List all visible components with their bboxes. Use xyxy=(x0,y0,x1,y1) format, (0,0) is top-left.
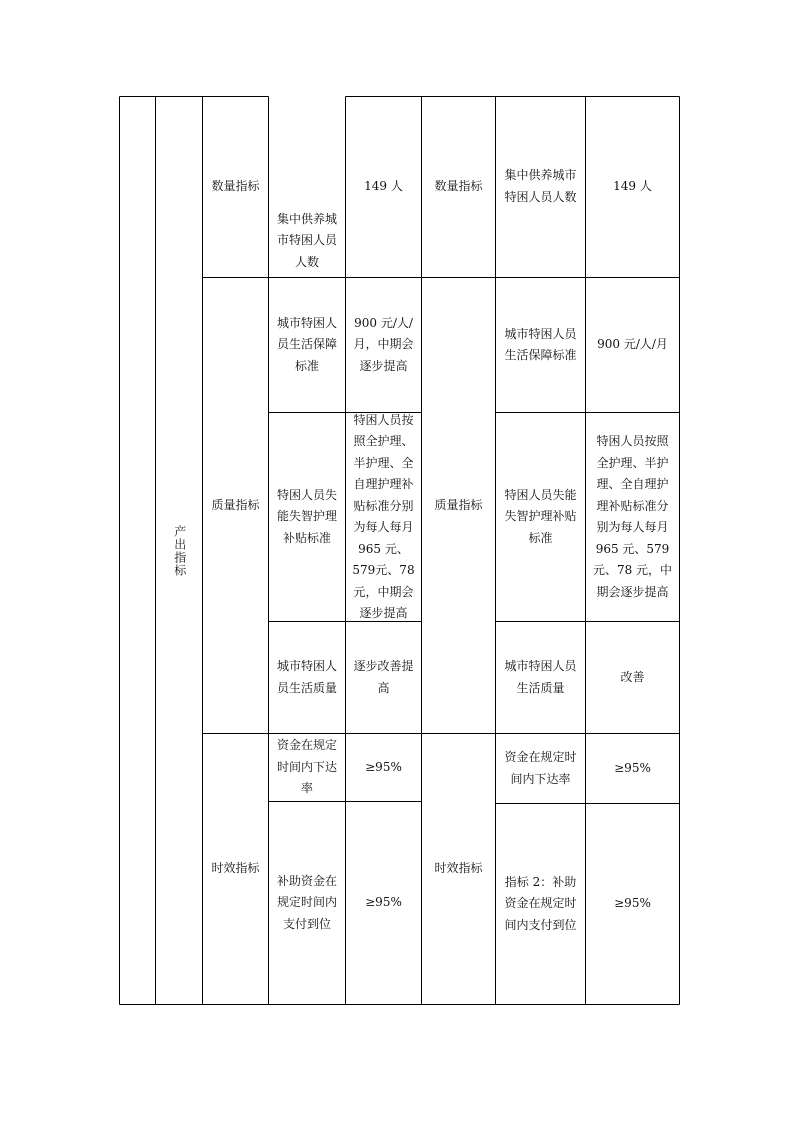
timeliness-category-right: 时效指标 xyxy=(434,861,483,876)
quantity-category-right: 数量指标 xyxy=(434,179,483,194)
quality-row3-item-right: 城市特困人员生活质量 xyxy=(504,659,577,695)
quality-row3-value-right: 改善 xyxy=(620,669,645,684)
first-level-indicator: 产出指标 xyxy=(172,524,187,577)
quality-row2-value-left: 特困人员按照全护理、半护理、全自理护理补贴标准分别为每人每月965 元、579元、78 元，中期会逐步提高 xyxy=(352,412,415,620)
timeliness-row2-item-left: 补助资金在规定时间内支付到位 xyxy=(276,873,337,931)
quality-row3-value-left: 逐步改善提高 xyxy=(353,659,414,695)
timeliness-row1-value-left: ≥95% xyxy=(365,759,402,774)
quality-row2-item-right: 特困人员失能失智护理补贴标准 xyxy=(504,487,577,545)
quality-category-right: 质量指标 xyxy=(434,497,483,512)
quantity-item-right: 集中供养城市特困人员人数 xyxy=(504,168,577,204)
quality-category-left: 质量指标 xyxy=(211,497,260,512)
timeliness-row1-value-right: ≥95% xyxy=(614,760,651,775)
timeliness-row2-value-right: ≥95% xyxy=(614,896,651,911)
first-level-indicator-cell xyxy=(156,97,202,1004)
quantity-value-left: 149 人 xyxy=(364,179,403,193)
timeliness-category-left: 时效指标 xyxy=(211,861,260,876)
quality-row1-item-left: 城市特困人员生活保障标准 xyxy=(276,315,337,373)
timeliness-row1-item-left: 资金在规定时间内下达率 xyxy=(276,738,337,796)
timeliness-row2-value-left: ≥95% xyxy=(365,895,402,910)
quality-row3-item-left: 城市特困人员生活质量 xyxy=(276,659,337,695)
quantity-category-left: 数量指标 xyxy=(211,179,260,194)
quantity-value-right: 149 人 xyxy=(613,179,652,193)
quality-row1-value-right: 900 元/人/月 xyxy=(597,337,668,352)
quality-row1-item-right: 城市特困人员生活保障标准 xyxy=(504,326,577,362)
timeliness-row2-item-right: 指标 2：补助资金在规定时间内支付到位 xyxy=(504,874,577,932)
quality-row1-value-left: 900 元/人/月，中期会逐步提高 xyxy=(353,315,414,373)
quality-row2-item-left: 特困人员失能失智护理补贴标准 xyxy=(276,487,337,545)
timeliness-row1-item-right: 资金在规定时间内下达率 xyxy=(504,750,577,786)
quantity-item-left: 集中供养城市特困人员人数 xyxy=(276,211,337,269)
quality-row2-value-right: 特困人员按照全护理、半护理、全自理护理补贴标准分别为每人每月965 元、579 元、78 元，中期会逐步提高 xyxy=(592,434,673,599)
